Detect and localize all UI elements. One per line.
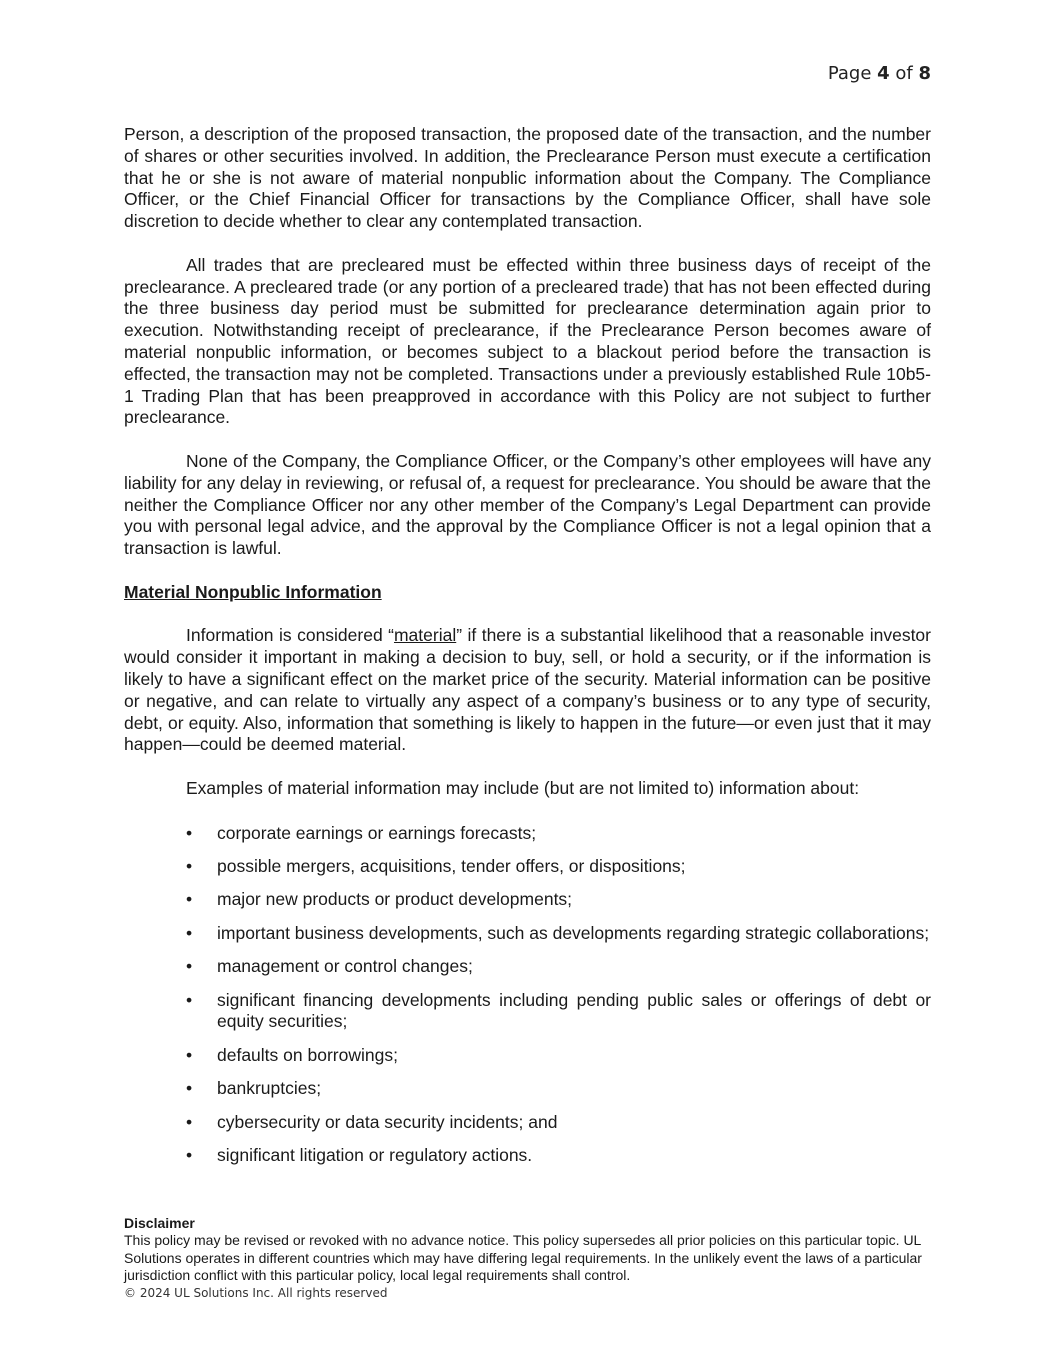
section-heading-material-nonpublic: Material Nonpublic Information [124, 581, 382, 602]
page-total: 8 [918, 63, 931, 84]
paragraph-examples-intro: Examples of material information may include (but are not limited to) information about: [186, 777, 860, 798]
list-item [124, 923, 931, 945]
list-item [124, 1112, 931, 1134]
paragraph-preclearance-request: Person, a description of the proposed transaction, the proposed date of the transaction, and the number of shares or other securities involved. In addition, the Preclearance Person must execute a certification that he or she is not aware of material nonpublic information about the Company. The Compliance Officer, or the Chief Financial Officer for transactions by the Compliance Officer, shall have sole discretion to decide whether to clear any contemplated transaction. [124, 124, 931, 232]
disclaimer-title: Disclaimer [124, 1215, 195, 1231]
bullet-icon: • [186, 1145, 193, 1166]
bullet-icon: • [186, 1111, 193, 1132]
page-prefix: Page [827, 63, 878, 84]
list-item [124, 823, 931, 845]
list-item-text: bankruptcies; [217, 1078, 322, 1099]
list-item [124, 1045, 931, 1067]
list-item-text: corporate earnings or earnings forecasts; [217, 822, 537, 843]
material-rest: ” if there is a substantial likelihood that a reasonable investor would consider it important in making a decision to buy, sell, or hold a security, or if the information is likely to have a significant effect on the market price of the security. Material information can be positive or negative, and can relate to virtually any aspect of a company’s business or to any type of security, debt, or equity. Also, information that something is likely to happen in the future—or even just that it may happen—could be deemed material. [124, 625, 931, 755]
page-body [124, 124, 931, 1178]
list-item-text: significant financing developments including pending public sales or offerings of debt or equity securities; [217, 989, 931, 1032]
list-item [124, 1078, 931, 1100]
paragraph-liability: None of the Company, the Compliance Officer, or the Company’s other employees will have any liability for any delay in reviewing, or refusal of, a request for preclearance. You should be aware that the neither the Compliance Officer nor any other member of the Company’s Legal Department can provide you with personal legal advice, and the approval by the Compliance Officer is not a legal opinion that a transaction is lawful. [124, 450, 931, 559]
page-of: of [889, 63, 919, 84]
bullet-icon: • [186, 956, 193, 977]
list-item [124, 889, 931, 911]
list-item-text: cybersecurity or data security incidents; and [217, 1111, 558, 1132]
list-item-text: important business developments, such as developments regarding strategic collaborations; [217, 922, 930, 943]
page-number [828, 63, 931, 84]
bullet-icon: • [186, 889, 193, 910]
material-info-list [124, 823, 931, 1167]
list-item [124, 1145, 931, 1167]
list-item-text: significant litigation or regulatory actions. [217, 1145, 533, 1166]
page-current: 4 [877, 63, 890, 84]
list-item-text: management or control changes; [217, 956, 473, 977]
bullet-icon: • [186, 856, 193, 877]
list-item [124, 990, 931, 1034]
bullet-icon: • [186, 1078, 193, 1099]
paragraph-material-definition [124, 625, 931, 756]
disclaimer-footer [124, 1214, 931, 1301]
material-term: material [393, 625, 457, 646]
paragraph-precleared-trades: All trades that are precleared must be effected within three business days of receipt of the preclearance. A precleared trade (or any portion of a precleared trade) that has not been effected during the three business day period must be submitted for preclearance determination again prior to execution. Notwithstanding receipt of preclearance, if the Preclearance Person becomes aware of material nonpublic information, or becomes subject to a blackout period before the transaction is effected, the transaction may not be completed. Transactions under a previously established Rule 10b5-1 Trading Plan that has been preapproved in accordance with this Policy are not subject to further preclearance. [124, 254, 931, 428]
bullet-icon: • [186, 922, 193, 943]
bullet-icon: • [186, 822, 193, 843]
list-item [124, 956, 931, 978]
bullet-icon: • [186, 989, 193, 1010]
copyright-notice: © 2024 UL Solutions Inc. All rights reserved [124, 1285, 388, 1300]
bullet-icon: • [186, 1044, 193, 1065]
list-item-text: possible mergers, acquisitions, tender offers, or dispositions; [217, 856, 686, 877]
list-item [124, 856, 931, 878]
material-intro: Information is considered “ [186, 625, 394, 646]
list-item-text: defaults on borrowings; [217, 1044, 398, 1065]
list-item-text: major new products or product developments; [217, 889, 573, 910]
disclaimer-text: This policy may be revised or revoked with no advance notice. This policy supersedes all prior policies on this particular topic. UL Solutions operates in different countries which may have differing legal requirements. In the unlikely event the laws of a particular jurisdiction conflict with this particular policy, local legal requirements shall control. [124, 1232, 922, 1283]
